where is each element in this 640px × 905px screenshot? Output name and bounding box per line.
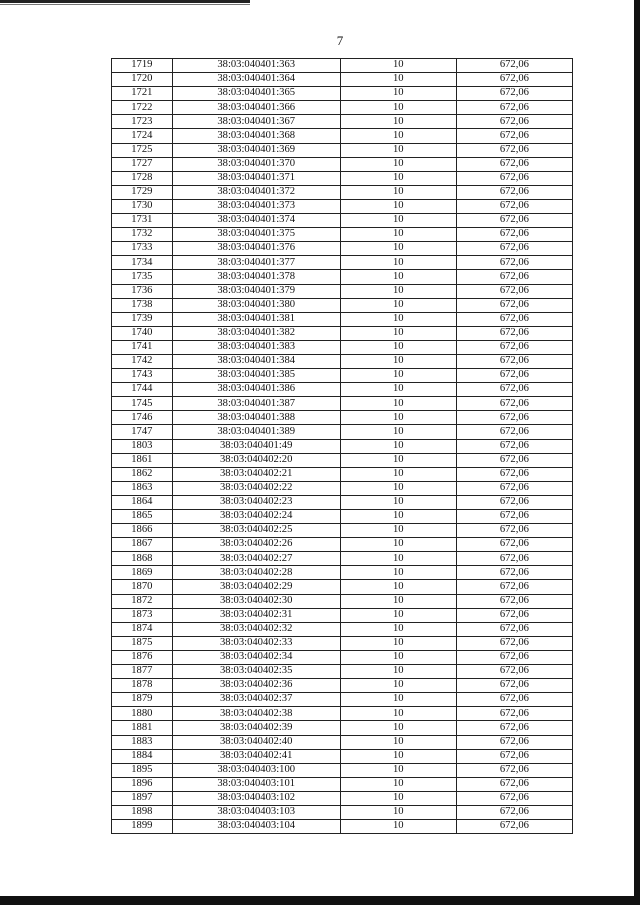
cadastral-number-cell: 38:03:040402:35 (172, 665, 340, 679)
cadastral-number-cell: 38:03:040402:31 (172, 608, 340, 622)
row-number-cell: 1738 (112, 298, 173, 312)
cadastral-number-cell: 38:03:040401:49 (172, 439, 340, 453)
table-row (112, 256, 573, 270)
table-row (112, 580, 573, 594)
table-row (112, 763, 573, 777)
amount-cell: 672,06 (456, 665, 572, 679)
row-number-cell: 1872 (112, 594, 173, 608)
amount-cell: 672,06 (456, 270, 572, 284)
row-number-cell: 1895 (112, 763, 173, 777)
cadastral-number-cell: 38:03:040402:41 (172, 749, 340, 763)
row-number-cell: 1878 (112, 679, 173, 693)
row-number-cell: 1720 (112, 73, 173, 87)
row-number-cell: 1865 (112, 510, 173, 524)
cadastral-number-cell: 38:03:040402:26 (172, 538, 340, 552)
quantity-cell: 10 (340, 453, 456, 467)
amount-cell: 672,06 (456, 538, 572, 552)
row-number-cell: 1741 (112, 340, 173, 354)
amount-cell: 672,06 (456, 749, 572, 763)
amount-cell: 672,06 (456, 73, 572, 87)
row-number-cell: 1874 (112, 622, 173, 636)
table-row (112, 284, 573, 298)
cadastral-number-cell: 38:03:040402:34 (172, 650, 340, 664)
table-row (112, 340, 573, 354)
row-number-cell: 1719 (112, 59, 173, 73)
quantity-cell: 10 (340, 777, 456, 791)
amount-cell: 672,06 (456, 552, 572, 566)
cadastral-number-cell: 38:03:040403:100 (172, 763, 340, 777)
table-row (112, 552, 573, 566)
cadastral-number-cell: 38:03:040403:103 (172, 805, 340, 819)
cadastral-number-cell: 38:03:040401:377 (172, 256, 340, 270)
quantity-cell: 10 (340, 608, 456, 622)
table-row (112, 566, 573, 580)
amount-cell: 672,06 (456, 326, 572, 340)
row-number-cell: 1896 (112, 777, 173, 791)
table-row (112, 538, 573, 552)
row-number-cell: 1875 (112, 636, 173, 650)
amount-cell: 672,06 (456, 425, 572, 439)
quantity-cell: 10 (340, 312, 456, 326)
cadastral-number-cell: 38:03:040402:25 (172, 524, 340, 538)
amount-cell: 672,06 (456, 735, 572, 749)
amount-cell: 672,06 (456, 199, 572, 213)
table-body (112, 59, 573, 834)
cadastral-number-cell: 38:03:040402:39 (172, 721, 340, 735)
cadastral-number-cell: 38:03:040401:383 (172, 340, 340, 354)
table-row (112, 453, 573, 467)
row-number-cell: 1864 (112, 495, 173, 509)
row-number-cell: 1862 (112, 467, 173, 481)
table-row (112, 87, 573, 101)
amount-cell: 672,06 (456, 636, 572, 650)
row-number-cell: 1803 (112, 439, 173, 453)
row-number-cell: 1884 (112, 749, 173, 763)
amount-cell: 672,06 (456, 312, 572, 326)
quantity-cell: 10 (340, 538, 456, 552)
amount-cell: 672,06 (456, 721, 572, 735)
cadastral-number-cell: 38:03:040401:371 (172, 171, 340, 185)
cadastral-number-cell: 38:03:040402:32 (172, 622, 340, 636)
table-row (112, 749, 573, 763)
quantity-cell: 10 (340, 101, 456, 115)
amount-cell: 672,06 (456, 369, 572, 383)
table-row (112, 298, 573, 312)
quantity-cell: 10 (340, 87, 456, 101)
quantity-cell: 10 (340, 214, 456, 228)
table-row (112, 777, 573, 791)
row-number-cell: 1732 (112, 228, 173, 242)
quantity-cell: 10 (340, 622, 456, 636)
table-row (112, 439, 573, 453)
cadastral-number-cell: 38:03:040401:364 (172, 73, 340, 87)
quantity-cell: 10 (340, 510, 456, 524)
quantity-cell: 10 (340, 185, 456, 199)
cadastral-number-cell: 38:03:040403:101 (172, 777, 340, 791)
cadastral-number-cell: 38:03:040402:40 (172, 735, 340, 749)
quantity-cell: 10 (340, 284, 456, 298)
amount-cell: 672,06 (456, 594, 572, 608)
table-row (112, 495, 573, 509)
table-row (112, 143, 573, 157)
table-row (112, 524, 573, 538)
cadastral-number-cell: 38:03:040402:24 (172, 510, 340, 524)
amount-cell: 672,06 (456, 298, 572, 312)
quantity-cell: 10 (340, 665, 456, 679)
row-number-cell: 1723 (112, 115, 173, 129)
cadastral-number-cell: 38:03:040401:384 (172, 354, 340, 368)
table-row (112, 791, 573, 805)
cadastral-number-cell: 38:03:040402:33 (172, 636, 340, 650)
row-number-cell: 1747 (112, 425, 173, 439)
amount-cell: 672,06 (456, 397, 572, 411)
quantity-cell: 10 (340, 467, 456, 481)
quantity-cell: 10 (340, 383, 456, 397)
amount-cell: 672,06 (456, 467, 572, 481)
table-row (112, 425, 573, 439)
amount-cell: 672,06 (456, 791, 572, 805)
cadastral-number-cell: 38:03:040402:36 (172, 679, 340, 693)
row-number-cell: 1729 (112, 185, 173, 199)
row-number-cell: 1743 (112, 369, 173, 383)
table-row (112, 622, 573, 636)
cadastral-number-cell: 38:03:040401:375 (172, 228, 340, 242)
amount-cell: 672,06 (456, 101, 572, 115)
table-row (112, 721, 573, 735)
amount-cell: 672,06 (456, 340, 572, 354)
cadastral-number-cell: 38:03:040401:385 (172, 369, 340, 383)
amount-cell: 672,06 (456, 59, 572, 73)
row-number-cell: 1727 (112, 157, 173, 171)
cadastral-number-cell: 38:03:040401:369 (172, 143, 340, 157)
amount-cell: 672,06 (456, 608, 572, 622)
cadastral-number-cell: 38:03:040402:29 (172, 580, 340, 594)
cadastral-number-cell: 38:03:040401:370 (172, 157, 340, 171)
row-number-cell: 1742 (112, 354, 173, 368)
quantity-cell: 10 (340, 763, 456, 777)
table-row (112, 228, 573, 242)
row-number-cell: 1898 (112, 805, 173, 819)
row-number-cell: 1861 (112, 453, 173, 467)
cadastral-number-cell: 38:03:040402:22 (172, 481, 340, 495)
table-row (112, 354, 573, 368)
cadastral-number-cell: 38:03:040401:374 (172, 214, 340, 228)
row-number-cell: 1876 (112, 650, 173, 664)
quantity-cell: 10 (340, 270, 456, 284)
row-number-cell: 1883 (112, 735, 173, 749)
quantity-cell: 10 (340, 369, 456, 383)
amount-cell: 672,06 (456, 242, 572, 256)
quantity-cell: 10 (340, 326, 456, 340)
table-row (112, 693, 573, 707)
quantity-cell: 10 (340, 650, 456, 664)
cadastral-number-cell: 38:03:040402:37 (172, 693, 340, 707)
scan-edge-right (634, 0, 640, 905)
cadastral-number-cell: 38:03:040402:27 (172, 552, 340, 566)
quantity-cell: 10 (340, 749, 456, 763)
row-number-cell: 1870 (112, 580, 173, 594)
quantity-cell: 10 (340, 820, 456, 834)
table-row (112, 481, 573, 495)
row-number-cell: 1867 (112, 538, 173, 552)
amount-cell: 672,06 (456, 777, 572, 791)
quantity-cell: 10 (340, 256, 456, 270)
table-row (112, 707, 573, 721)
cadastral-number-cell: 38:03:040401:389 (172, 425, 340, 439)
amount-cell: 672,06 (456, 439, 572, 453)
table-row (112, 199, 573, 213)
cadastral-number-cell: 38:03:040401:388 (172, 411, 340, 425)
table-row (112, 594, 573, 608)
cadastral-number-cell: 38:03:040402:21 (172, 467, 340, 481)
table-row (112, 312, 573, 326)
table-row (112, 115, 573, 129)
cadastral-number-cell: 38:03:040401:372 (172, 185, 340, 199)
row-number-cell: 1736 (112, 284, 173, 298)
row-number-cell: 1733 (112, 242, 173, 256)
amount-cell: 672,06 (456, 650, 572, 664)
amount-cell: 672,06 (456, 679, 572, 693)
quantity-cell: 10 (340, 580, 456, 594)
row-number-cell: 1745 (112, 397, 173, 411)
cadastral-number-cell: 38:03:040401:368 (172, 129, 340, 143)
row-number-cell: 1730 (112, 199, 173, 213)
cadastral-number-cell: 38:03:040401:380 (172, 298, 340, 312)
quantity-cell: 10 (340, 397, 456, 411)
cadastral-number-cell: 38:03:040401:387 (172, 397, 340, 411)
cadastral-number-cell: 38:03:040401:378 (172, 270, 340, 284)
cadastral-number-cell: 38:03:040401:363 (172, 59, 340, 73)
quantity-cell: 10 (340, 481, 456, 495)
amount-cell: 672,06 (456, 481, 572, 495)
quantity-cell: 10 (340, 129, 456, 143)
cadastral-number-cell: 38:03:040401:382 (172, 326, 340, 340)
quantity-cell: 10 (340, 143, 456, 157)
row-number-cell: 1722 (112, 101, 173, 115)
scan-edge-bottom (0, 896, 640, 905)
amount-cell: 672,06 (456, 805, 572, 819)
quantity-cell: 10 (340, 298, 456, 312)
quantity-cell: 10 (340, 425, 456, 439)
quantity-cell: 10 (340, 242, 456, 256)
quantity-cell: 10 (340, 679, 456, 693)
quantity-cell: 10 (340, 791, 456, 805)
amount-cell: 672,06 (456, 214, 572, 228)
quantity-cell: 10 (340, 552, 456, 566)
table-row (112, 242, 573, 256)
row-number-cell: 1725 (112, 143, 173, 157)
table-row (112, 650, 573, 664)
row-number-cell: 1877 (112, 665, 173, 679)
table-row (112, 397, 573, 411)
row-number-cell: 1728 (112, 171, 173, 185)
cadastral-number-cell: 38:03:040403:104 (172, 820, 340, 834)
top-rule-line (0, 0, 250, 3)
amount-cell: 672,06 (456, 87, 572, 101)
row-number-cell: 1866 (112, 524, 173, 538)
quantity-cell: 10 (340, 735, 456, 749)
amount-cell: 672,06 (456, 228, 572, 242)
amount-cell: 672,06 (456, 453, 572, 467)
table-row (112, 805, 573, 819)
table-row (112, 157, 573, 171)
row-number-cell: 1881 (112, 721, 173, 735)
amount-cell: 672,06 (456, 495, 572, 509)
row-number-cell: 1739 (112, 312, 173, 326)
top-rule-line-thin (0, 4, 250, 5)
table-row (112, 101, 573, 115)
table-row (112, 369, 573, 383)
table-row (112, 636, 573, 650)
quantity-cell: 10 (340, 707, 456, 721)
quantity-cell: 10 (340, 805, 456, 819)
quantity-cell: 10 (340, 340, 456, 354)
amount-cell: 672,06 (456, 284, 572, 298)
table-row (112, 411, 573, 425)
amount-cell: 672,06 (456, 157, 572, 171)
quantity-cell: 10 (340, 495, 456, 509)
quantity-cell: 10 (340, 566, 456, 580)
amount-cell: 672,06 (456, 524, 572, 538)
quantity-cell: 10 (340, 693, 456, 707)
quantity-cell: 10 (340, 228, 456, 242)
row-number-cell: 1899 (112, 820, 173, 834)
quantity-cell: 10 (340, 524, 456, 538)
cadastral-number-cell: 38:03:040403:102 (172, 791, 340, 805)
quantity-cell: 10 (340, 721, 456, 735)
amount-cell: 672,06 (456, 763, 572, 777)
data-table (111, 58, 573, 834)
amount-cell: 672,06 (456, 411, 572, 425)
amount-cell: 672,06 (456, 622, 572, 636)
row-number-cell: 1879 (112, 693, 173, 707)
amount-cell: 672,06 (456, 383, 572, 397)
row-number-cell: 1744 (112, 383, 173, 397)
quantity-cell: 10 (340, 115, 456, 129)
cadastral-number-cell: 38:03:040401:379 (172, 284, 340, 298)
amount-cell: 672,06 (456, 693, 572, 707)
quantity-cell: 10 (340, 171, 456, 185)
amount-cell: 672,06 (456, 510, 572, 524)
row-number-cell: 1721 (112, 87, 173, 101)
cadastral-number-cell: 38:03:040401:367 (172, 115, 340, 129)
quantity-cell: 10 (340, 354, 456, 368)
table-row (112, 608, 573, 622)
table-row (112, 735, 573, 749)
quantity-cell: 10 (340, 157, 456, 171)
row-number-cell: 1880 (112, 707, 173, 721)
table-row (112, 73, 573, 87)
amount-cell: 672,06 (456, 256, 572, 270)
table-row (112, 270, 573, 284)
row-number-cell: 1734 (112, 256, 173, 270)
quantity-cell: 10 (340, 411, 456, 425)
amount-cell: 672,06 (456, 143, 572, 157)
table-row (112, 820, 573, 834)
row-number-cell: 1735 (112, 270, 173, 284)
table-row (112, 510, 573, 524)
quantity-cell: 10 (340, 594, 456, 608)
cadastral-number-cell: 38:03:040402:28 (172, 566, 340, 580)
table-row (112, 171, 573, 185)
cadastral-number-cell: 38:03:040401:373 (172, 199, 340, 213)
quantity-cell: 10 (340, 73, 456, 87)
table-row (112, 214, 573, 228)
row-number-cell: 1873 (112, 608, 173, 622)
table-row (112, 665, 573, 679)
cadastral-number-cell: 38:03:040401:366 (172, 101, 340, 115)
cadastral-number-cell: 38:03:040402:38 (172, 707, 340, 721)
amount-cell: 672,06 (456, 580, 572, 594)
quantity-cell: 10 (340, 636, 456, 650)
amount-cell: 672,06 (456, 820, 572, 834)
row-number-cell: 1869 (112, 566, 173, 580)
cadastral-number-cell: 38:03:040402:23 (172, 495, 340, 509)
row-number-cell: 1897 (112, 791, 173, 805)
table-row (112, 467, 573, 481)
amount-cell: 672,06 (456, 707, 572, 721)
amount-cell: 672,06 (456, 115, 572, 129)
cadastral-number-cell: 38:03:040402:20 (172, 453, 340, 467)
quantity-cell: 10 (340, 439, 456, 453)
amount-cell: 672,06 (456, 354, 572, 368)
amount-cell: 672,06 (456, 171, 572, 185)
cadastral-number-cell: 38:03:040402:30 (172, 594, 340, 608)
cadastral-number-cell: 38:03:040401:365 (172, 87, 340, 101)
cadastral-number-cell: 38:03:040401:381 (172, 312, 340, 326)
page-number: 7 (336, 33, 344, 48)
row-number-cell: 1868 (112, 552, 173, 566)
row-number-cell: 1724 (112, 129, 173, 143)
cadastral-number-cell: 38:03:040401:386 (172, 383, 340, 397)
table-row (112, 185, 573, 199)
amount-cell: 672,06 (456, 185, 572, 199)
row-number-cell: 1731 (112, 214, 173, 228)
row-number-cell: 1863 (112, 481, 173, 495)
cadastral-number-cell: 38:03:040401:376 (172, 242, 340, 256)
quantity-cell: 10 (340, 199, 456, 213)
table-row (112, 129, 573, 143)
table-row (112, 59, 573, 73)
quantity-cell: 10 (340, 59, 456, 73)
amount-cell: 672,06 (456, 566, 572, 580)
row-number-cell: 1746 (112, 411, 173, 425)
table-row (112, 326, 573, 340)
table-row (112, 679, 573, 693)
amount-cell: 672,06 (456, 129, 572, 143)
row-number-cell: 1740 (112, 326, 173, 340)
table-row (112, 383, 573, 397)
